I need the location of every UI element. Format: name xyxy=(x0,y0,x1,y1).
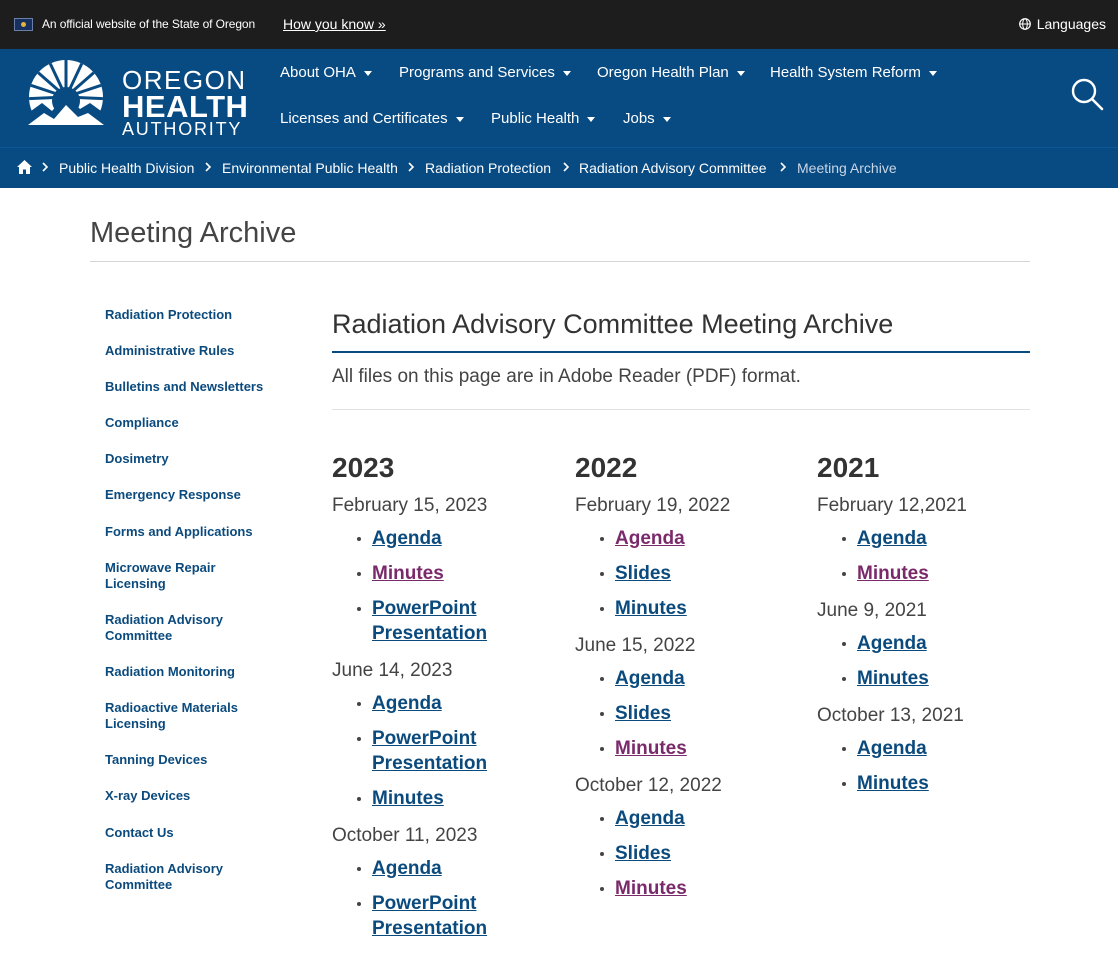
breadcrumb-public-health-division[interactable]: Public Health Division xyxy=(59,160,195,176)
list-item xyxy=(575,806,805,841)
list-item xyxy=(332,561,562,596)
list-item xyxy=(332,526,562,561)
slides-link[interactable]: Slides xyxy=(615,703,671,724)
nav-oregon-health-plan[interactable] xyxy=(597,64,745,81)
list-item xyxy=(817,666,1047,701)
agenda-link[interactable]: Agenda xyxy=(372,693,442,714)
nav-health-system-reform[interactable] xyxy=(770,64,937,81)
agenda-link[interactable]: Agenda xyxy=(615,668,685,689)
sidebar-item-forms-and-applications[interactable]: Forms and Applications xyxy=(105,524,253,539)
caret-down-icon xyxy=(663,117,671,122)
agenda-link[interactable]: Agenda xyxy=(615,808,685,829)
list-item xyxy=(817,526,1047,561)
list-item xyxy=(575,876,805,911)
languages-label: Languages xyxy=(1036,16,1106,32)
list-item xyxy=(332,786,562,821)
agenda-link[interactable]: Agenda xyxy=(615,528,685,549)
list-item xyxy=(332,726,562,786)
list-item xyxy=(332,856,562,891)
minutes-link[interactable]: Minutes xyxy=(615,738,687,759)
globe-icon xyxy=(1019,18,1031,30)
official-site-text: An official website of the State of Oregon xyxy=(42,17,256,31)
year-heading: 2022 xyxy=(575,452,638,483)
caret-down-icon xyxy=(587,117,595,122)
home-icon[interactable] xyxy=(16,159,33,175)
logo-health-text: HEALTH xyxy=(122,89,249,124)
list-item xyxy=(575,561,805,596)
nav-public-health[interactable] xyxy=(491,110,595,127)
list-item xyxy=(575,841,805,876)
meeting-date: February 15, 2023 xyxy=(332,495,488,516)
nav-label: Health System Reform xyxy=(770,64,921,81)
meeting-date: June 15, 2022 xyxy=(575,635,696,656)
sidebar-item-radiation-monitoring[interactable]: Radiation Monitoring xyxy=(105,664,235,679)
how-you-know-link[interactable]: How you know » xyxy=(283,16,386,32)
minutes-link[interactable]: Minutes xyxy=(372,563,444,584)
meeting-date: June 9, 2021 xyxy=(817,600,927,621)
list-item xyxy=(817,736,1047,771)
minutes-link[interactable]: Minutes xyxy=(857,563,929,584)
sidebar-item-tanning-devices[interactable]: Tanning Devices xyxy=(105,752,208,767)
sidebar-item-bulletins-and-newsletters[interactable]: Bulletins and Newsletters xyxy=(105,379,264,394)
nav-label: Public Health xyxy=(491,110,580,127)
year-column-2023 xyxy=(332,450,562,951)
search-icon[interactable] xyxy=(1070,77,1104,111)
minutes-link[interactable]: Minutes xyxy=(857,668,929,689)
intro-divider xyxy=(332,409,1030,410)
list-item xyxy=(575,596,805,631)
list-item xyxy=(575,701,805,736)
chevron-right-icon xyxy=(779,161,787,173)
meeting-date: June 14, 2023 xyxy=(332,660,453,681)
nav-about-oha[interactable] xyxy=(280,64,372,81)
site-header xyxy=(0,49,1118,147)
sidebar-item-contact-us[interactable]: Contact Us xyxy=(105,825,174,840)
meeting-date: February 19, 2022 xyxy=(575,495,731,516)
sidebar-item-x-ray-devices[interactable]: X-ray Devices xyxy=(105,788,191,803)
logo-oregon-text: OREGON xyxy=(122,65,247,95)
nav-label: Programs and Services xyxy=(399,64,555,81)
breadcrumb-radiation-advisory-committee[interactable]: Radiation Advisory Committee xyxy=(579,160,767,176)
sidebar-item-administrative-rules[interactable]: Administrative Rules xyxy=(105,343,235,358)
caret-down-icon xyxy=(456,117,464,122)
sidebar-item-radiation-advisory-committee[interactable]: Radiation Advisory Committee xyxy=(105,612,223,643)
chevron-right-icon xyxy=(41,161,49,173)
slides-link[interactable]: Slides xyxy=(615,563,671,584)
meeting-date: February 12,2021 xyxy=(817,495,967,516)
sunburst-mountain-icon xyxy=(16,59,116,135)
list-item xyxy=(817,771,1047,806)
caret-down-icon xyxy=(737,71,745,76)
logo-authority-text: AUTHORITY xyxy=(122,119,243,139)
breadcrumb-radiation-protection[interactable]: Radiation Protection xyxy=(425,160,552,176)
heading-divider xyxy=(332,351,1030,353)
list-item xyxy=(575,666,805,701)
intro-text: All files on this page are in Adobe Reader (PDF) format. xyxy=(332,366,801,387)
chevron-right-icon xyxy=(562,161,570,173)
official-banner xyxy=(0,0,1118,49)
oha-logo[interactable] xyxy=(16,59,249,139)
caret-down-icon xyxy=(563,71,571,76)
meeting-date: October 13, 2021 xyxy=(817,705,964,726)
agenda-link[interactable]: Agenda xyxy=(857,738,927,759)
nav-jobs[interactable] xyxy=(623,110,671,127)
breadcrumb-current-page: Meeting Archive xyxy=(797,160,897,176)
list-item xyxy=(575,526,805,561)
powerpoint-link[interactable]: PowerPoint Presentation xyxy=(372,893,488,939)
sidebar-item-microwave-repair-licensing[interactable]: Microwave Repair Licensing xyxy=(105,560,216,591)
year-column-2021 xyxy=(817,450,1047,806)
list-item xyxy=(332,691,562,726)
breadcrumb xyxy=(0,147,1118,188)
chevron-right-icon xyxy=(204,161,212,173)
slides-link[interactable]: Slides xyxy=(615,843,671,864)
agenda-link[interactable]: Agenda xyxy=(372,528,442,549)
caret-down-icon xyxy=(364,71,372,76)
sidebar-item-radioactive-materials-licensing[interactable]: Radioactive Materials Licensing xyxy=(105,700,238,731)
minutes-link[interactable]: Minutes xyxy=(857,773,929,794)
minutes-link[interactable]: Minutes xyxy=(615,598,687,619)
nav-label: Jobs xyxy=(623,110,655,127)
caret-down-icon xyxy=(929,71,937,76)
minutes-link[interactable]: Minutes xyxy=(615,878,687,899)
meeting-date: October 12, 2022 xyxy=(575,775,722,796)
archive-heading: Radiation Advisory Committee Meeting Archive xyxy=(332,309,894,339)
list-item xyxy=(332,596,562,656)
list-item xyxy=(817,561,1047,596)
agenda-link[interactable]: Agenda xyxy=(372,858,442,879)
minutes-link[interactable]: Minutes xyxy=(372,788,444,809)
list-item xyxy=(332,891,562,951)
year-column-2022 xyxy=(575,450,805,911)
languages-button[interactable] xyxy=(1019,16,1106,32)
oregon-flag-icon xyxy=(14,18,33,31)
powerpoint-link[interactable]: PowerPoint Presentation xyxy=(372,598,488,644)
title-divider xyxy=(90,261,1030,262)
meeting-date: October 11, 2023 xyxy=(332,825,478,846)
nav-label: Oregon Health Plan xyxy=(597,64,729,81)
page-title: Meeting Archive xyxy=(90,217,297,249)
list-item xyxy=(817,631,1047,666)
list-item xyxy=(575,736,805,771)
nav-programs-and-services[interactable] xyxy=(399,64,571,81)
year-heading: 2023 xyxy=(332,452,395,483)
sidebar-item-radiation-advisory-committee-2[interactable]: Radiation Advisory Committee xyxy=(105,861,223,892)
nav-label: Licenses and Certificates xyxy=(280,110,448,127)
agenda-link[interactable]: Agenda xyxy=(857,633,927,654)
sidebar-item-radiation-protection[interactable]: Radiation Protection xyxy=(105,307,233,322)
chevron-right-icon xyxy=(407,161,415,173)
breadcrumb-environmental-public-health[interactable]: Environmental Public Health xyxy=(222,160,398,176)
nav-label: About OHA xyxy=(280,64,356,81)
sidebar-item-emergency-response[interactable]: Emergency Response xyxy=(105,487,241,502)
powerpoint-link[interactable]: PowerPoint Presentation xyxy=(372,728,488,774)
sidebar-item-compliance[interactable]: Compliance xyxy=(105,415,179,430)
nav-licenses-and-certificates[interactable] xyxy=(280,110,464,127)
year-heading: 2021 xyxy=(817,452,880,483)
sidebar-item-dosimetry[interactable]: Dosimetry xyxy=(105,451,169,466)
agenda-link[interactable]: Agenda xyxy=(857,528,927,549)
